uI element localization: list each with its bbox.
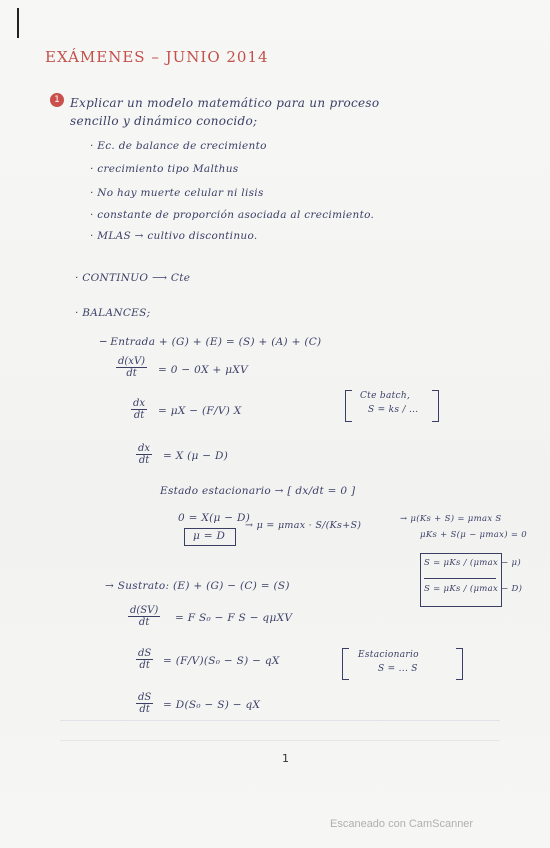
margin-mark [17,8,19,38]
eq5-num: d(SV) [130,605,159,616]
eq4-mid: → μ = μmax · S/(Ks+S) [245,520,362,531]
eq2-fraction [131,398,147,421]
s-result-divider [424,578,496,579]
page-number: 1 [282,752,289,765]
continuo-line: · CONTINUO ⟶ Cte [75,272,191,284]
eq5-rest: = F S₀ − F S − qμXV [175,612,293,624]
eq6-fraction [136,648,153,671]
bullet-2: · crecimiento tipo Malthus [90,163,239,175]
side-box-bottom: S = ks / ... [368,405,419,415]
side-box-right [432,390,439,422]
steady-box-bottom: S = ... S [378,664,418,674]
balance-general-eq: ─ Entrada + (G) + (E) = (S) + (A) + (C) [100,336,322,348]
eq1-num: d(xV) [118,356,146,367]
eq4-right-1: → μ(Ks + S) = μmax S [400,514,502,524]
question-line-1: Explicar un modelo matemático para un proceso [70,96,380,110]
eq1-rest: = 0 − 0X + μXV [158,364,248,376]
eq4-right-2: μKs + S(μ − μmax) = 0 [420,530,527,540]
eq3-num: dx [138,443,151,454]
eq2-rest: = μX − (F/V) X [158,405,242,417]
steady-box-right [456,648,463,680]
steady-box-top: Estacionario [358,650,419,660]
question-number-badge: 1 [50,93,64,107]
eq2-num: dx [133,398,146,409]
eq3-den: dt [138,455,150,466]
eq6-den: dt [139,660,150,671]
eq7-den: dt [139,704,150,715]
eq4-a: 0 = X(μ − D) [178,512,251,524]
steady-box-left [342,648,349,680]
eq3-rest: = X (μ − D) [163,450,229,462]
eq6-num: dS [138,648,152,659]
s-result-bottom: S = μKs / (μmax − D) [424,584,523,594]
question-line-2: sencillo y dinámico conocido; [70,114,258,128]
eq2-den: dt [133,410,145,421]
eq7-rest: = D(S₀ − S) − qX [163,699,261,711]
eq6-rest: = (F/V)(S₀ − S) − qX [163,655,280,667]
bleed-through-2 [60,740,500,741]
s-result-top: S = μKs / (μmax − μ) [424,558,521,568]
eq1-den: dt [126,368,137,379]
page-title: EXÁMENES – JUNIO 2014 [45,48,269,66]
eq1-fraction [116,356,147,379]
eq4-box-text: μ = D [193,530,226,542]
balances-heading: · BALANCES; [75,307,151,319]
bleed-through-1 [60,720,500,721]
bullet-1: · Ec. de balance de crecimiento [90,140,267,152]
substrate-balance: → Sustrato: (E) + (G) − (C) = (S) [105,580,290,592]
eq5-fraction [128,605,160,628]
eq5-den: dt [138,617,150,628]
bullet-5: · MLAS → cultivo discontinuo. [90,230,258,242]
bullet-3: · No hay muerte celular ni lisis [90,187,264,199]
eq7-num: dS [138,692,152,703]
eq7-fraction [136,692,153,715]
side-box-left [345,390,352,422]
eq3-fraction [136,443,152,466]
side-box-top: Cte batch, [360,391,411,401]
scanner-watermark: Escaneado con CamScanner [330,818,474,830]
steady-state-line: Estado estacionario → [ dx/dt = 0 ] [160,485,356,497]
bullet-4: · constante de proporción asociada al crecimiento. [90,209,375,221]
